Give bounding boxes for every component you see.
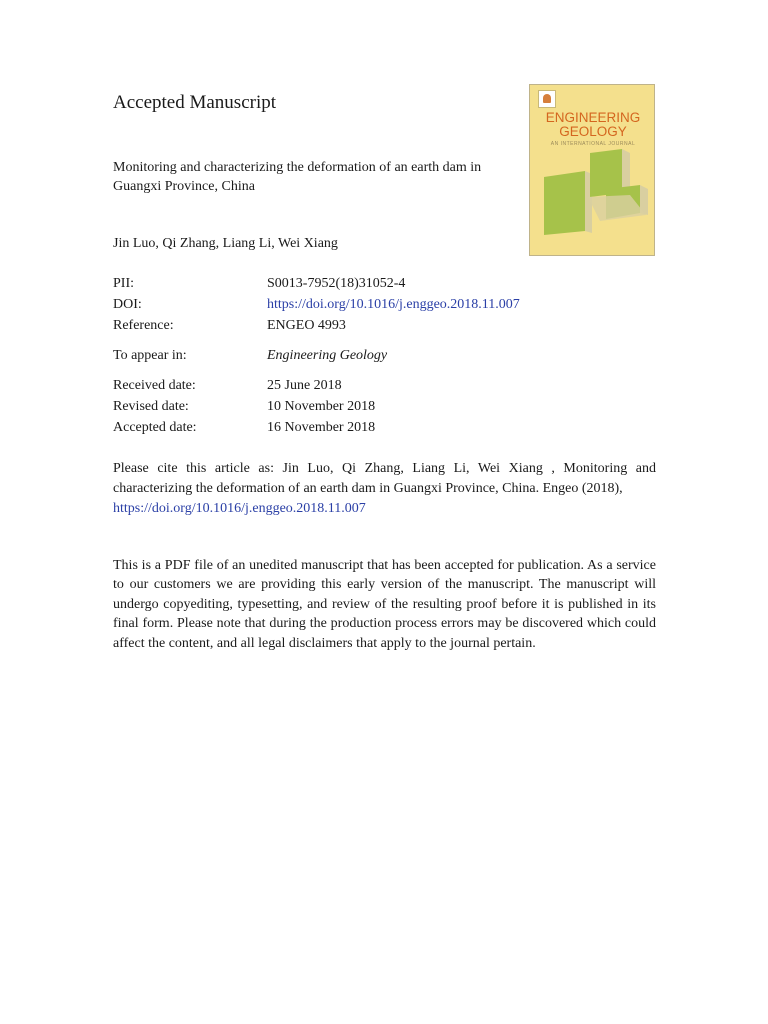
journal-cover-image	[529, 84, 655, 256]
cover-block-left	[544, 171, 585, 235]
metadata-row-doi	[113, 297, 573, 317]
metadata-value: 10 November 2018	[267, 399, 376, 414]
metadata-label: PII:	[113, 276, 134, 291]
metadata-value: S0013-7952(18)31052-4	[267, 276, 406, 291]
metadata-row-revised	[113, 399, 573, 419]
cover-journal-title-line1: ENGINEERING	[545, 110, 641, 125]
citation-paragraph	[113, 459, 656, 519]
cover-journal-title-line2: GEOLOGY	[559, 124, 627, 139]
citation-doi-link[interactable]: https://doi.org/10.1016/j.enggeo.2018.11.007	[113, 501, 366, 516]
metadata-label: Reference:	[113, 318, 174, 333]
article-title: Monitoring and characterizing the deformation of an earth dam in Guangxi Province, China	[113, 160, 482, 194]
metadata-value: ENGEO 4993	[267, 318, 346, 333]
metadata-value: 16 November 2018	[267, 420, 376, 435]
metadata-label: DOI:	[113, 297, 142, 312]
metadata-row-accepted	[113, 420, 573, 440]
metadata-label: Revised date:	[113, 399, 189, 414]
journal-name: Engineering Geology	[267, 348, 388, 363]
disclaimer-paragraph: This is a PDF file of an unedited manuscript that has been accepted for publication. As a service to our customers we are providing this early version of the manuscript. The manuscript will undergo copyediting, typesetting, and review of the resulting proof before it is published in its final form. Please note that during the production process errors may be discovered which could affect the content, and all legal disclaimers that apply to the journal pertain.	[113, 558, 656, 651]
metadata-label: Accepted date:	[113, 420, 197, 435]
article-authors: Jin Luo, Qi Zhang, Liang Li, Wei Xiang	[113, 236, 338, 251]
metadata-value: 25 June 2018	[267, 378, 342, 393]
metadata-label: Received date:	[113, 378, 196, 393]
metadata-row-reference	[113, 318, 573, 338]
cover-tagline: AN INTERNATIONAL JOURNAL	[550, 141, 636, 147]
elsevier-logo-icon	[538, 90, 556, 108]
citation-text: Please cite this article as: Jin Luo, Qi Zhang, Liang Li, Wei Xiang , Monitoring and characterizing the deformation of an earth dam in Guangxi Province, China. Engeo (2018),	[113, 461, 656, 496]
metadata-row-to-appear-in	[113, 348, 573, 368]
page-heading: Accepted Manuscript	[113, 92, 277, 113]
metadata-row-pii	[113, 276, 573, 296]
metadata-label: To appear in:	[113, 348, 187, 363]
doi-link[interactable]: https://doi.org/10.1016/j.enggeo.2018.11.007	[267, 297, 520, 312]
metadata-row-received	[113, 378, 573, 398]
